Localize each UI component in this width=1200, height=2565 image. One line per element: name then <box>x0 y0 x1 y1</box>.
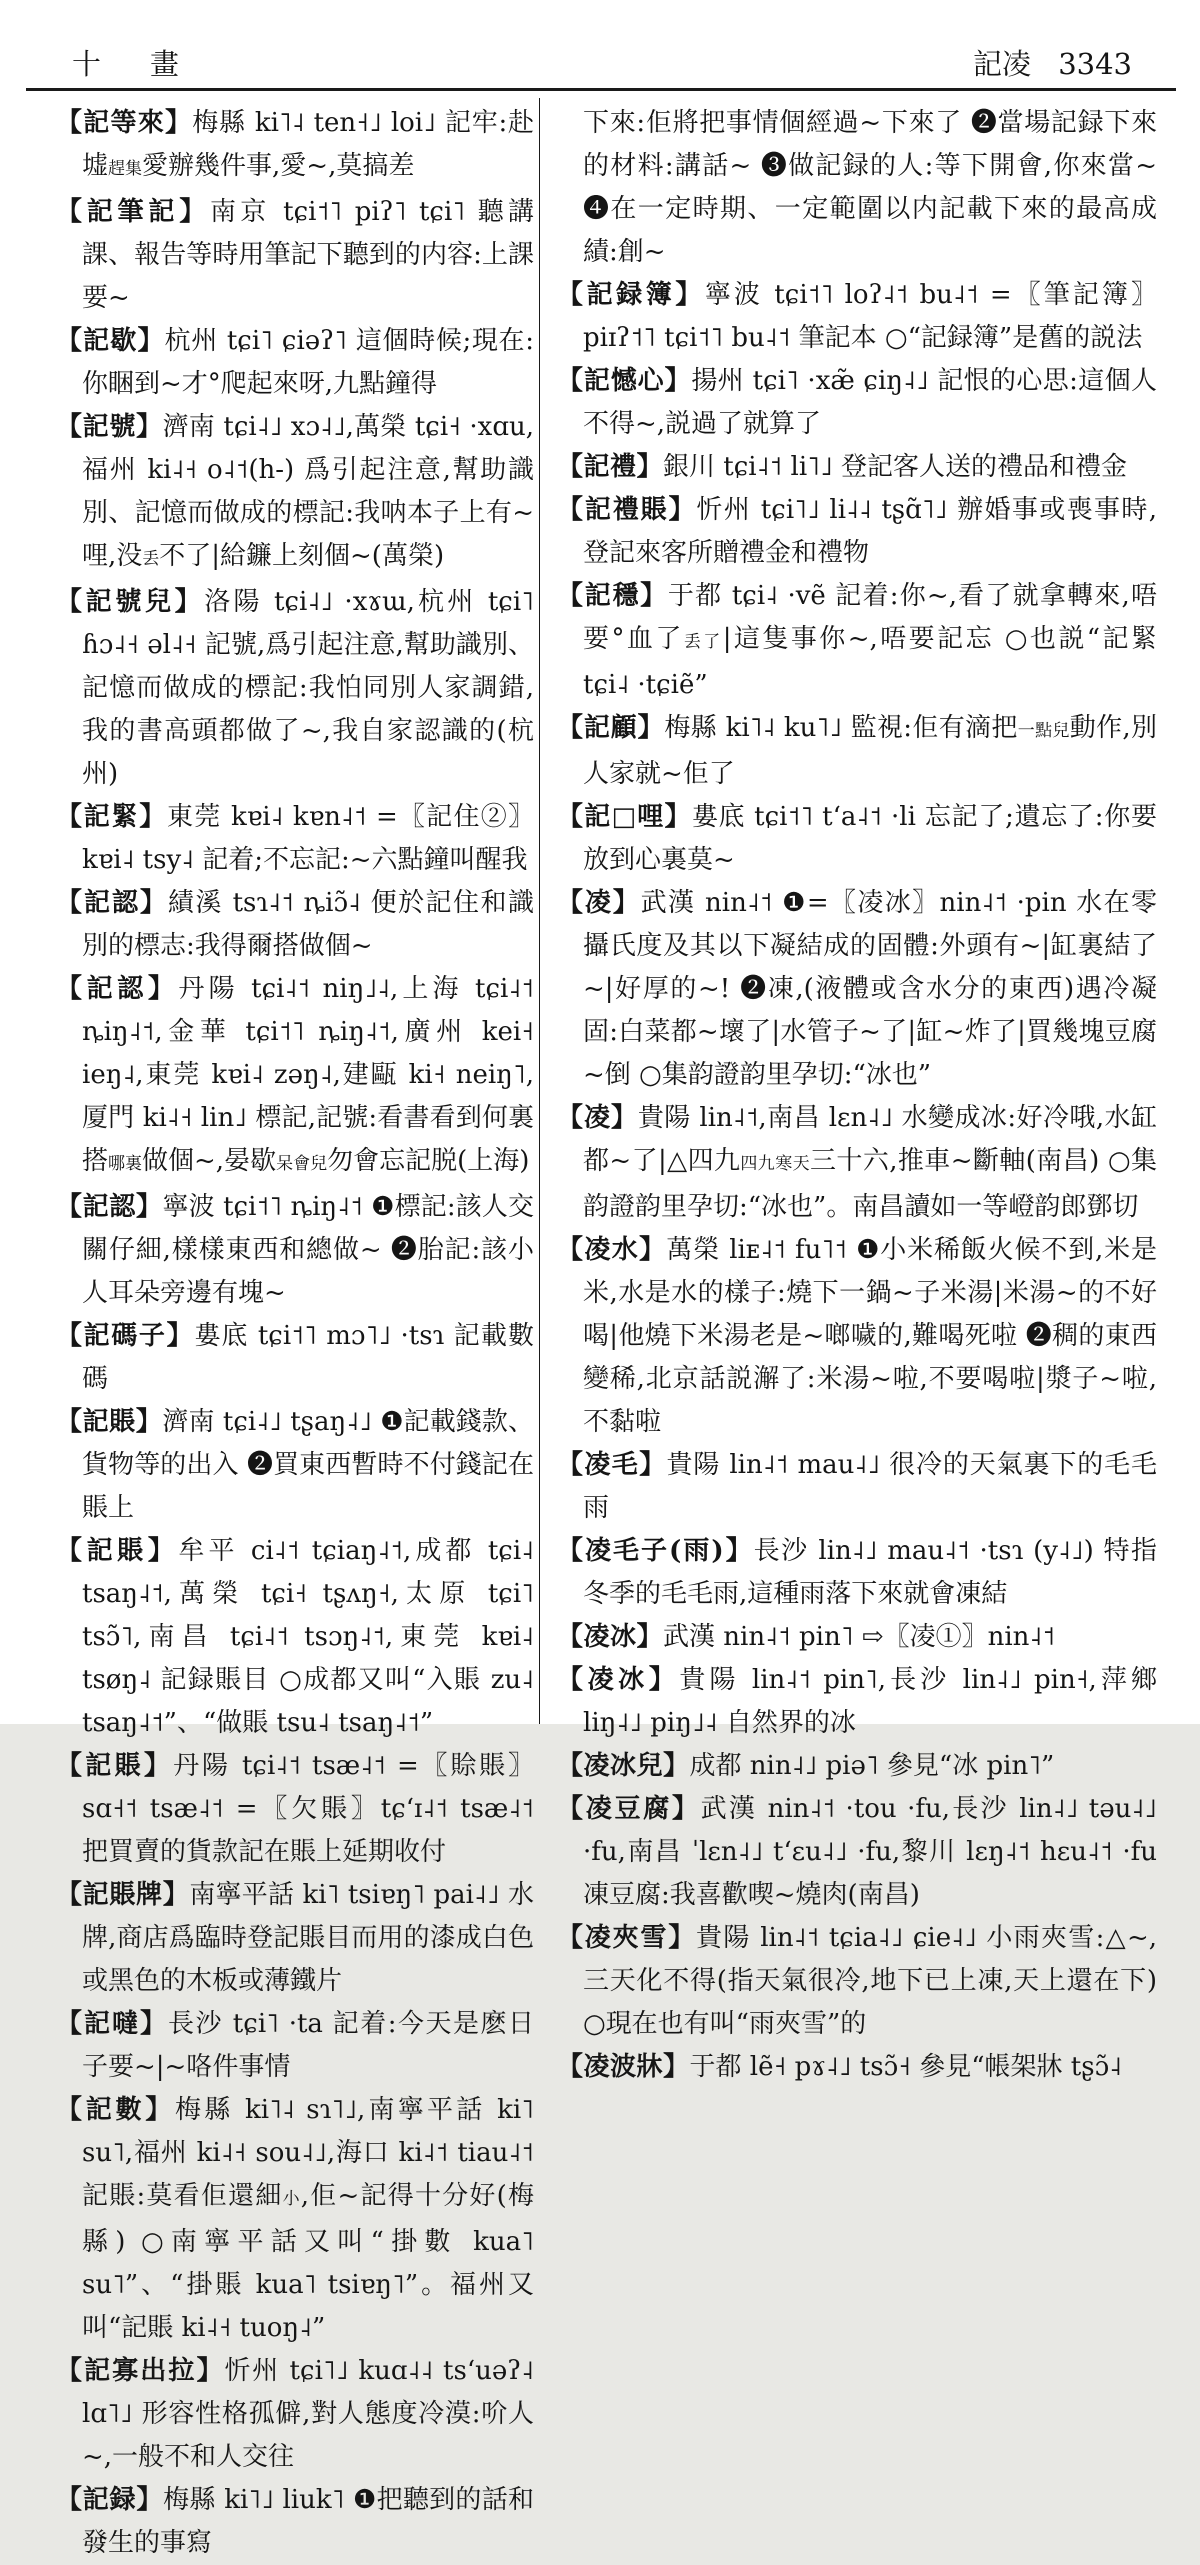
dictionary-entry <box>56 102 534 191</box>
entry-headword: 【凌冰】 <box>557 1665 680 1695</box>
dictionary-entry <box>557 1917 1157 2046</box>
inline-gloss: 趕集 <box>108 159 143 179</box>
dictionary-entry <box>56 406 534 581</box>
inline-gloss: 一點兒 <box>1017 721 1070 741</box>
entry-body: 貴陽 lin˨˦ mau˨˩ 很冷的天氣裏下的毛毛雨 <box>583 1450 1157 1523</box>
entry-body: 梅縣 ki˥˩ liuk˥ ❶把聽到的話和發生的事寫 <box>82 2485 534 2558</box>
entry-headword: 【凌水】 <box>557 1235 667 1265</box>
entry-headword: 【記憾心】 <box>557 366 692 396</box>
entry-body: 梅縣 ki˥˨ sɿ˥˩,南寧平話 ki˥ su˥,福州 ki˨˧ sou˨˩,海口 ki˨˦ tiau˨˦ 記賬:莫看佢還細小,佢~記得十分好(梅縣) ○南寧平話又叫“掛數 kua˥ su˥”、“掛賬 kua˥ tsiɐŋ˥”。福州又叫“記賬 ki˨˧ tuoŋ˨” <box>82 2095 535 2343</box>
entry-body: 南京 tɕi˦˥ piʔ˥ tɕi˥ 聽講課、報告等時用筆記下聽到的内容:上課要~ <box>82 197 534 313</box>
entry-headword: 【記認】 <box>56 1192 163 1222</box>
entry-headword: 【記賬】 <box>56 1751 174 1781</box>
entry-headword: 【記賬】 <box>56 1407 163 1437</box>
dictionary-entry <box>56 2479 534 2565</box>
dictionary-entry <box>557 575 1157 707</box>
entry-headword: 【記□哩】 <box>557 802 692 832</box>
dictionary-entry <box>56 2089 534 2350</box>
entry-headword: 【記寡出拉】 <box>56 2356 225 2386</box>
dictionary-entry <box>557 1659 1157 1745</box>
dictionary-entry <box>557 707 1157 796</box>
dictionary-entry <box>56 796 534 882</box>
page-header <box>72 42 1132 83</box>
entry-body: 武漢 nin˨˦ ❶=〖凌冰〗nin˨˦ ·pin 水在零攝氏度及其以下凝結成的固體:外頭有~|缸裏結了~|好厚的~! ❷凍,(液體或含水分的東西)遇冷凝固:白菜都~壞了|水管子~了|缸~炸了|買幾塊豆腐~倒 ○集韵證韵里孕切:“冰也” <box>583 888 1157 1090</box>
entry-headword: 【記禮賬】 <box>557 495 697 525</box>
entry-body: 婁底 tɕi˦˥ tʻa˨˦ ·li 忘記了;遺忘了:你要放到心裏莫~ <box>583 802 1157 875</box>
entry-headword: 【記號兒】 <box>56 587 205 617</box>
entry-body: 績溪 tsɿ˨˦ ȵiɔ̃˨ 便於記住和識別的標志:我得爾搭做個~ <box>82 888 534 961</box>
entry-headword: 【記顧】 <box>557 713 665 743</box>
inline-gloss: 小 <box>282 2189 301 2209</box>
left-column <box>56 102 534 2565</box>
entry-headword: 【記賬牌】 <box>56 1880 190 1910</box>
entry-body: 忻州 tɕi˥˩ kuɑ˨˨ tsʻuəʔ˨ lɑ˥˩ 形容性格孤僻,對人態度冷漠:吤人~,一般不和人交往 <box>82 2356 534 2472</box>
entry-body: 揚州 tɕi˥ ·xæ̃ ɕiŋ˨˩ 記恨的心思:這個人不得~,説過了就算了 <box>583 366 1157 439</box>
dictionary-entry <box>557 1229 1157 1444</box>
dictionary-entry <box>557 489 1157 575</box>
entry-body: 濟南 tɕi˨˩ tʂaŋ˨˩ ❶記載錢款、貨物等的出入 ❷買東西暫時不付錢記在賬上 <box>82 1407 534 1523</box>
entry-headword: 【凌毛子(雨)】 <box>557 1536 754 1566</box>
entry-body: 武漢 nin˨˦ pin˥ ⇨〖凌①〗nin˨˦ <box>663 1622 1056 1652</box>
entry-body: 洛陽 tɕi˨˩ ·xɤɯ,杭州 tɕi˥ ɦɔ˨˧ əl˨˧ 記號,爲引起注意,幫助識別、記憶而做成的標記:我怕同別人家調錯,我的書高頭都做了~,我自家認識的(杭州) <box>82 587 534 789</box>
entry-headword: 【記認】 <box>56 974 179 1004</box>
dictionary-entry <box>56 2003 534 2089</box>
entry-headword: 【記禮】 <box>557 452 664 482</box>
dictionary-entry <box>56 1530 534 1745</box>
dictionary-entry <box>56 1401 534 1530</box>
page-number: 3343 <box>1058 47 1132 81</box>
entry-body: 丹陽 tɕi˨˦ niŋ˩˨,上海 tɕi˨˦ ȵiŋ˨˦,金華 tɕi˦˥ ȵiŋ˨˦,廣州 kei˧ ieŋ˨,東莞 kɐi˨ zəŋ˨,建甌 ki˧ neiŋ˥,厦門 ki˨˧ lin˩ 標記,記號:看書看到何裏搭哪裏做個~,晏歇呆會兒勿會忘記脱(上海) <box>82 974 534 1176</box>
entry-body: 長沙 tɕi˥ ·ta 記着:今天是麽日子要~|~咯件事情 <box>82 2009 534 2082</box>
entry-headword: 【記歇】 <box>56 326 165 356</box>
inline-gloss: 哪裏 <box>108 1154 143 1174</box>
right-column <box>557 102 1157 2089</box>
dictionary-entry <box>557 1745 1157 1788</box>
dictionary-entry <box>56 882 534 968</box>
dictionary-entry <box>56 1745 534 1874</box>
entry-body: 長沙 lin˨˩ mau˨˦ ·tsɿ (y˨˩) 特指冬季的毛毛雨,這種雨落下來就會凍結 <box>583 1536 1157 1609</box>
entry-body: 杭州 tɕi˥ ɕiəʔ˥ 這個時候;現在:你睏到~才°爬起來呀,九點鐘得 <box>82 326 534 399</box>
entry-headword: 【記録】 <box>56 2485 164 2515</box>
dictionary-entry <box>56 320 534 406</box>
entry-body: 東莞 kɐi˨ kɐn˨˦ =〖記住②〗kɐi˨ tsy˨ 記着;不忘記:~六點鐘叫醒我 <box>82 802 534 875</box>
entry-body: 成都 nin˨˩ piə˥ 參見“冰 pin˥” <box>689 1751 1055 1781</box>
entry-headword: 【凌冰兒】 <box>557 1751 690 1781</box>
dictionary-entry <box>557 796 1157 882</box>
inline-gloss: 丢 <box>142 549 160 569</box>
entry-body: 寧波 tɕi˦˥ ȵiŋ˨˦ ❶標記:該人交關仔細,樣樣東西和總做~ ❷胎記:該小人耳朵旁邊有塊~ <box>82 1192 534 1308</box>
entry-body: 婁底 tɕi˦˥ mɔ˥˩ ·tsɿ 記載數碼 <box>82 1321 534 1394</box>
entry-headword: 【記筆記】 <box>56 197 210 227</box>
entry-body: 牟平 ci˨˦ tɕiaŋ˨˦,成都 tɕi˨ tsaŋ˨˦,萬榮 tɕi˧ tʂʌŋ˧,太原 tɕi˥ tsɔ̃˥,南昌 tɕi˨˦ tsɔŋ˨˦,東莞 kɐi˨ tsøŋ˨ 記録賬目 ○成都又叫“入賬 zu˨ tsaŋ˨˦”、“做賬 tsu˨ tsaŋ˨˦” <box>82 1536 534 1738</box>
entry-headword: 【記認】 <box>56 888 168 918</box>
dictionary-entry <box>557 446 1157 489</box>
entry-headword: 【凌波牀】 <box>557 2052 690 2082</box>
entry-body: 濟南 tɕi˨˩ xɔ˨˩,萬榮 tɕi˧ ·xɑu,福州 ki˨˧ o˨˦(h-) 爲引起注意,幫助識別、記憶而做成的標記:我呐本子上有~哩,没丢不了|給鐮上刻個~(萬榮) <box>82 412 534 571</box>
dictionary-entry <box>56 1315 534 1401</box>
inline-gloss: 丢了 <box>683 632 723 652</box>
dictionary-entry <box>56 1186 534 1315</box>
entry-headword: 【記録簿】 <box>557 280 705 310</box>
entry-body: 貴陽 lin˨˦ pin˥,長沙 lin˨˩ pin˧,萍鄉 liŋ˨˩ piŋ˩˨ 自然界的冰 <box>583 1665 1157 1738</box>
entry-body: 武漢 nin˨˦ ·tou ·fu,長沙 lin˨˩ təu˨˩ ·fu,南昌 ˈlɛn˨˩ tʻɛu˨˩ ·fu,黎川 lɛŋ˨˦ hɛu˨˦ ·fu 凍豆腐:我喜歡喫~燒肉(南昌) <box>583 1794 1157 1910</box>
inline-gloss: 呆會兒 <box>276 1154 328 1174</box>
dictionary-entry <box>557 1530 1157 1616</box>
entry-headword: 【記等來】 <box>56 108 193 138</box>
entry-body: 下來:佢將把事情個經過~下來了 ❷當場記録下來的材料:講話~ ❸做記録的人:等下開會,你來當~ ❹在一定時期、一定範圍以内記載下來的最高成績:創~ <box>583 108 1157 267</box>
entry-headword: 【凌豆腐】 <box>557 1794 701 1824</box>
entry-body: 丹陽 tɕi˨˦ tsæ˨˦ =〖賒賬〗sɑ˧˦ tsæ˨˦ =〖欠賬〗tɕʻɪ˨˦ tsæ˨˦ 把買賣的貨款記在賬上延期收付 <box>82 1751 534 1867</box>
entry-body: 萬榮 liᴇ˨˦ fu˥˦ ❶小米稀飯火候不到,米是米,水是水的樣子:燒下一鍋~子米湯|米湯~的不好喝|他燒下米湯老是~啷噦的,難喝死啦 ❷稠的東西變稀,北京話説澥了:米湯~啦,不要喝啦|漿子~啦,不黏啦 <box>583 1235 1157 1437</box>
column-divider <box>539 98 540 1724</box>
entry-headword: 【凌冰】 <box>557 1622 664 1652</box>
entry-body: 貴陽 lin˨˦,南昌 lɛn˨˩ 水變成冰:好冷哦,水缸都~了|△四九四九寒天三十六,推車~斷軸(南昌) ○集韵證韵里孕切:“冰也”。南昌讀如一等嶝韵郎鄧切 <box>583 1103 1157 1222</box>
entry-headword: 【記數】 <box>56 2095 176 2125</box>
entry-body: 南寧平話 ki˥ tsiɐŋ˥ pai˨˩ 水牌,商店爲臨時登記賬目而用的漆成白色或黑色的木板或薄鐵片 <box>82 1880 534 1996</box>
entry-headword: 【記號】 <box>56 412 163 442</box>
entry-body: 于都 tɕi˨ ·vẽ 記着:你~,看了就拿轉來,唔要°血了丢了|這隻事你~,唔要記忘 ○也説“記緊 tɕi˨ ·tɕiẽ” <box>583 581 1157 700</box>
header-right <box>955 42 1132 83</box>
entry-body: 梅縣 ki˥˨ ten˧˩ loi˩ 記牢:赴墟趕集愛辦幾件事,愛~,莫搞差 <box>82 108 534 181</box>
dictionary-entry <box>557 1616 1157 1659</box>
dictionary-entry <box>557 1444 1157 1530</box>
dictionary-entry <box>56 2350 534 2479</box>
entry-body: 于都 lẽ˧ pɤ˨˩ tsɔ̃˧ 參見“帳架牀 tʂɔ̃˨ <box>689 2052 1122 2082</box>
entry-headword: 【記碼子】 <box>56 1321 195 1351</box>
dictionary-entry <box>557 882 1157 1097</box>
radical-stroke-label: 十 畫 <box>72 47 190 81</box>
entry-body: 銀川 tɕi˨˦ li˥˩ 登記客人送的禮品和禮金 <box>663 452 1128 482</box>
entry-headword: 【凌毛】 <box>557 1450 667 1480</box>
entry-body: 貴陽 lin˨˦ tɕia˨˩ ɕie˨˩ 小雨夾雪:△~,三天化不得(指天氣很冷,地下已上凍,天上還在下) ○現在也有叫“雨夾雪”的 <box>583 1923 1157 2039</box>
inline-gloss: 四九寒天 <box>740 1154 811 1174</box>
dictionary-entry <box>56 581 534 796</box>
guide-word: 記凌 <box>972 47 1031 81</box>
dictionary-entry <box>557 2046 1157 2089</box>
entry-headword: 【凌夾雪】 <box>557 1923 697 1953</box>
entry-headword: 【記緊】 <box>56 802 167 832</box>
entry-headword: 【凌】 <box>557 888 641 918</box>
dictionary-entry <box>56 191 534 320</box>
entry-body: 梅縣 ki˥˨ ku˥˩ 監視:佢有滴把一點兒動作,別人家就~佢了 <box>583 713 1157 789</box>
entry-headword: 【記噠】 <box>56 2009 169 2039</box>
entry-headword: 【記穩】 <box>557 581 668 611</box>
entry-headword: 【凌】 <box>557 1103 638 1133</box>
dictionary-entry <box>557 1788 1157 1917</box>
dictionary-entry <box>557 274 1157 360</box>
entry-body: 忻州 tɕi˥˩ li˨˨ tʂɑ̃˥˩ 辦婚事或喪事時,登記來客所贈禮金和禮物 <box>583 495 1157 568</box>
header-rule <box>26 88 1176 91</box>
dictionary-entry <box>56 1874 534 2003</box>
entry-headword: 【記賬】 <box>56 1536 179 1566</box>
dictionary-entry <box>56 968 534 1186</box>
entry-body: 寧波 tɕi˦˥ loʔ˨˦ bu˨˦ =〖筆記簿〗piɪʔ˦˥ tɕi˦˥ bu˨˦ 筆記本 ○“記録簿”是舊的説法 <box>583 280 1157 353</box>
dictionary-entry <box>557 1097 1157 1229</box>
entry-continuation <box>557 102 1157 274</box>
dictionary-entry <box>557 360 1157 446</box>
